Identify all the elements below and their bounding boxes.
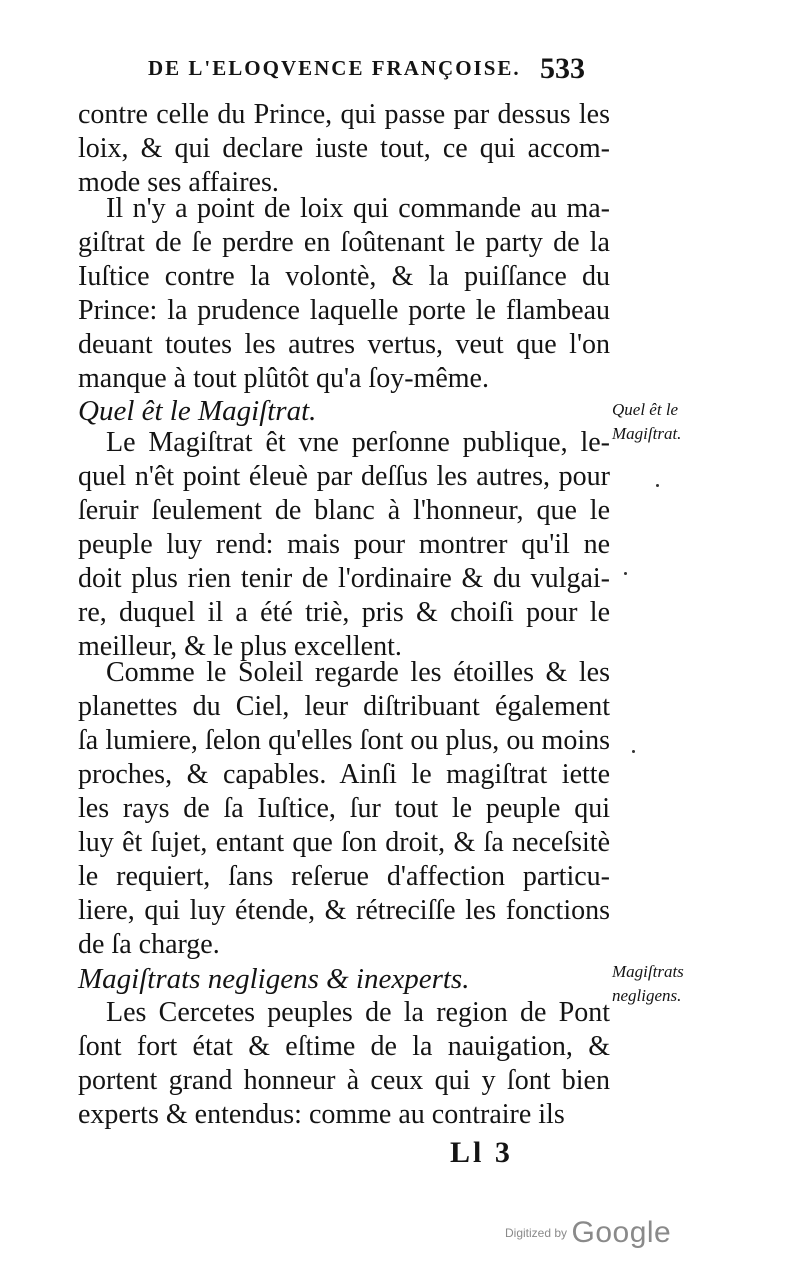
digitized-watermark: [505, 1216, 671, 1250]
running-title: DE L'ELOQVENCE FRANÇOISE.: [148, 56, 521, 80]
watermark-prefix: Digitized by: [505, 1226, 568, 1240]
text-line: proches, & capables. Ainſi le magiſtrat iette: [78, 759, 610, 790]
margin-note-line: Quel êt le: [612, 400, 679, 419]
text-line: luy êt ſujet, entant que ſon droit, & ſa neceſsitè: [78, 827, 610, 858]
ink-speck: [624, 572, 627, 575]
margin-note-negligens: [612, 960, 722, 1008]
text-line: loix, & qui declare iuste tout, ce qui accom-: [78, 133, 610, 164]
text-line: mode ses affaires.: [78, 167, 279, 198]
text-line: planettes du Ciel, leur diſtribuant également: [78, 691, 610, 722]
text-line: giſtrat de ſe perdre en ſoûtenant le party de la: [78, 227, 610, 258]
text-line: ſa lumiere, ſelon qu'elles ſont ou plus, ou moins: [78, 725, 610, 756]
text-line: experts & entendus: comme au contraire ils: [78, 1099, 565, 1130]
margin-note-magistrat: [612, 398, 722, 446]
text-line: contre celle du Prince, qui passe par dessus les: [78, 99, 610, 130]
text-line: Comme le Soleil regarde les étoilles & les: [106, 657, 610, 688]
text-line: de ſa charge.: [78, 929, 220, 960]
text-line: quel n'êt point éleuè par deſſus les autres, pour: [78, 461, 610, 492]
ink-speck: [656, 484, 659, 487]
text-line: Prince: la prudence laquelle porte le flambeau: [78, 295, 610, 326]
text-line: liere, qui luy étende, & rétreciſſe les fonctions: [78, 895, 610, 926]
text-line: le requiert, ſans reſerue d'affection particu-: [78, 861, 610, 892]
text-line: les rays de ſa Iuſtice, ſur tout le peuple qui: [78, 793, 610, 824]
text-line: Iuſtice contre la volontè, & la puiſſance du: [78, 261, 610, 292]
section-heading: Magiſtrats negligens & inexperts.: [78, 963, 470, 995]
text-line: ſont fort état & eſtime de la nauigation, &: [78, 1031, 610, 1062]
text-line: portent grand honneur à ceux qui y ſont bien: [78, 1065, 610, 1096]
margin-note-line: Magiſtrats: [612, 962, 684, 981]
text-line: doit plus rien tenir de l'ordinaire & du vulgai-: [78, 563, 610, 594]
text-line: meilleur, & le plus excellent.: [78, 631, 402, 662]
text-line: ſeruir ſeulement de blanc à l'honneur, que le: [78, 495, 610, 526]
margin-note-line: Magiſtrat.: [612, 424, 682, 443]
text-line: Il n'y a point de loix qui commande au ma-: [106, 193, 610, 224]
watermark-brand: Google: [571, 1216, 672, 1249]
margin-note-line: negligens.: [612, 986, 682, 1005]
text-line: Le Magiſtrat êt vne perſonne publique, le-: [106, 427, 610, 458]
ink-speck: [632, 750, 635, 753]
page-number: 533: [540, 52, 585, 85]
text-line: peuple luy rend: mais pour montrer qu'il ne: [78, 529, 610, 560]
text-line: deuant toutes les autres vertus, veut que l'on: [78, 329, 610, 360]
signature-mark: Ll 3: [450, 1136, 513, 1169]
text-line: Les Cercetes peuples de la region de Pont: [106, 997, 610, 1028]
text-line: manque à tout plûtôt qu'a ſoy-même.: [78, 363, 489, 394]
section-heading: Quel êt le Magiſtrat.: [78, 395, 317, 427]
text-line: re, duquel il a été triè, pris & choiſi pour le: [78, 597, 610, 628]
